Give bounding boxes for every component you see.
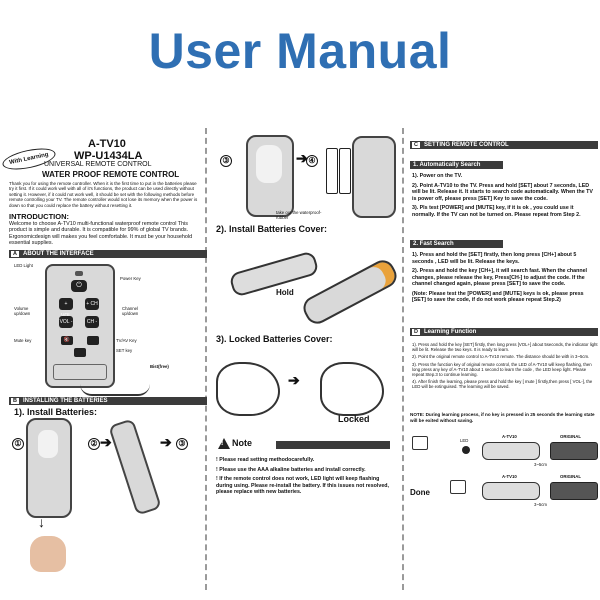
section-b-header <box>9 397 207 405</box>
install-batteries-heading: 1). Install Batteries: <box>14 407 98 417</box>
remote-side-illustration <box>108 418 162 515</box>
note-item-3: ! If the remote control does not work, LED light will keep flashing during using. Please re-install the battery. If this issues not resolved, please replace with new batteries. <box>216 476 389 495</box>
section-a-header <box>9 250 207 258</box>
intro-heading: INTRODUCTION: <box>9 212 69 221</box>
note-item-2: ! Please use the AAA alkaline batteries and install correctly. <box>216 466 366 473</box>
vol-minus-key: VOL - <box>59 316 73 328</box>
locked-strap-illustration <box>320 362 384 416</box>
aaa-battery-icon <box>326 148 338 194</box>
section-b-tag: B <box>11 398 19 404</box>
learning-steps <box>412 342 598 392</box>
fast-step-2: 2). Press and hold the key [CH+], it will search fast. When the channel changes, please release the key, Press[CH-] to adjust the code. If the channel changed again, please press [SET] to save the code. <box>412 268 587 287</box>
learn-step-4: 4). After finish the learning, please press and hold the key [ mute ] firstly,then press [ VOL-], the LED will be extinguised. The learning will be saved. <box>412 379 593 390</box>
product-subtitle: UNIVERSAL REMOTE CONTROL <box>44 161 152 168</box>
arrow-down-icon: ↓ <box>38 514 45 530</box>
led-light <box>75 271 83 276</box>
label-tvav: TV/AV Key <box>116 338 137 343</box>
label-channel: Channel up/down <box>122 306 139 317</box>
remote-illustration <box>45 264 115 388</box>
model-name: A-TV10 <box>88 138 126 150</box>
hand-press-icon-2 <box>450 480 466 494</box>
fast-step-1: 1). Press and hold the [SET] firstly, then long press [CH+] about 5 seconds , LED will be lit. Release the keys. <box>412 252 577 265</box>
note-item-1: ! Please read setting methodocarefully. <box>216 457 315 463</box>
atv10-remote-bottom <box>482 482 540 500</box>
vol-plus-key: + <box>59 298 73 310</box>
distance-label-bottom: 3~5cm <box>534 502 548 507</box>
label-led: LED Light <box>14 263 33 268</box>
fast-step-3: (Note: Please test the [POWER] and [MUTE] keys is ok, please press [SET] to save the code, if do not work please repeat Step.2) <box>412 290 584 303</box>
section-d-title: Learning Function <box>424 329 477 335</box>
ch-minus-key: CH - <box>85 316 99 328</box>
back-window <box>38 430 58 458</box>
fast-search-steps <box>412 252 598 307</box>
warning-mark: ! <box>221 440 224 447</box>
label-mute: Mute key <box>14 338 32 343</box>
auto-search-steps <box>412 173 598 221</box>
step-number-4: ④ <box>306 155 318 167</box>
section-a-title: ABOUT THE INTERFACE <box>23 251 94 257</box>
section-d-header <box>410 328 598 336</box>
learning-badge: With Learning <box>1 145 58 174</box>
step-number-2: ② <box>88 438 100 450</box>
section-a-tag: A <box>11 251 19 257</box>
led-label: LED <box>460 438 469 443</box>
step-number-3-mid: ③ <box>220 155 232 167</box>
battery-well <box>256 145 282 183</box>
section-c-title: SETTING REMOTE CONTROL <box>424 142 509 148</box>
power-key-icon: ⏻ <box>71 280 87 292</box>
learning-note: NOTE: During learning process, if no key is pressed in 25 seconds the learning state will be exited without saving. <box>410 412 595 423</box>
step-number-1: ① <box>12 438 24 450</box>
locked-cover-heading: 3). Locked Batteries Cover: <box>216 334 333 344</box>
mute-key-icon: 🔇 <box>61 336 73 345</box>
learning-diagram <box>410 430 600 530</box>
hold-label: Hold <box>276 288 294 297</box>
ch-plus-key: + CH <box>85 298 99 310</box>
page-title: User Manual <box>148 23 452 79</box>
atv10-remote-top <box>482 442 540 460</box>
thanks-text: Thank you for using the remote controller. When it is the first time to put in the batteries please try it first. If it could work well with all of it's functions, the product can be used directly without setting it. However, if it could not work well, it should be set with the following methods before remote controlling your TV. The remote controller would not lose its memory when the power is down so that you could replace the battery without resetting it. <box>9 181 198 208</box>
aaa-battery-icon-2 <box>339 148 351 194</box>
auto-step-3: 3). Pls test [POWER] and [MUTE] key, if it is ok , you could use it normally. If the TV can not be turned on. Please repeat from Step 2. <box>412 205 581 218</box>
label-set: SET key <box>116 348 133 353</box>
learn-step-3: 3). Press the function key of original remote control, the LED of A-TV10 will keep flashing, then long press any key of A-TV10 about 1 second to learn the code , the LED keep light. Please repeat Step.3 to continue learning. <box>412 361 592 378</box>
auto-step-2: 2). Point A-TV10 to the TV. Press and hold [SET] about 7 seconds, LED will be lit. Release it. It starts to search code automatically. When the TV is power off, please press [SET] Key to save the code. <box>412 182 593 202</box>
arrow-right-icon-4: ➔ <box>288 372 300 388</box>
lock-strap-illustration <box>216 362 280 416</box>
remote-label-bottom: A-TV10 <box>502 474 517 479</box>
arrow-right-icon-3: ➔ <box>296 150 308 166</box>
fast-search-header: 2. Fast Search <box>410 240 503 248</box>
column-divider-1 <box>205 128 207 590</box>
tvav-key-icon <box>87 336 99 345</box>
model-number: WP-U1434LA <box>74 150 143 162</box>
intro-text: Welcome to choose A-TV10 multi-functional waterproof remote control This product is simple and durable. It is compatible for 99% of global TV brands. Ergonomicdesign will makes you feel comfortable. It must be your household essential supplies. <box>9 221 193 246</box>
original-label-bottom: ORIGINAL <box>560 474 582 479</box>
remote-label-top: A-TV10 <box>502 434 517 439</box>
note-label-box <box>216 438 276 451</box>
take-out-rubber-label: take out the waterproof- rubber <box>276 210 322 221</box>
section-d-tag: D <box>412 329 420 335</box>
install-cover-heading: 2). Install Batteries Cover: <box>216 224 328 234</box>
locked-label: Locked <box>338 414 370 424</box>
arrow-right-icon: ➔ <box>100 434 112 450</box>
section-b-title: INSTALLING THE BATTERIES <box>23 398 108 404</box>
original-remote-top <box>550 442 598 460</box>
set-key-icon <box>74 348 86 357</box>
battery-remote-illustration <box>246 135 294 217</box>
distance-label-top: 3~5cm <box>534 462 548 467</box>
led-burst-icon <box>462 446 470 454</box>
step-number-3: ③ <box>176 438 188 450</box>
original-label-top: ORIGINAL <box>560 434 582 439</box>
arrow-right-icon-2: ➔ <box>160 434 172 450</box>
auto-step-1: 1). Power on the TV. <box>412 173 463 179</box>
warning-icon <box>218 438 230 449</box>
note-list <box>216 457 396 499</box>
section-c-tag: C <box>412 142 420 148</box>
label-bist: Bist(free) <box>150 364 169 369</box>
product-heading: WATER PROOF REMOTE CONTROL <box>42 170 180 179</box>
learn-step-1: 1). Press and hold the key [SET] firstly, then long press [VOL+] about 5seconds, the indicator light will be lit. Release the two keys. It is ready to learn. <box>412 342 598 353</box>
label-volume: Volume up/down <box>14 306 31 317</box>
original-remote-bottom <box>550 482 598 500</box>
remote-back-illustration <box>26 418 72 518</box>
column-divider-2 <box>402 128 404 590</box>
hand-press-icon <box>412 436 428 450</box>
done-label: Done <box>410 488 430 497</box>
note-title: Note <box>232 438 252 448</box>
cover-remote-illustration <box>228 250 319 297</box>
battery-compartment <box>53 364 107 380</box>
learn-step-2: 2). Point the original remote control to A-TV10 remote. The distance should be with in 3~5cm. <box>412 354 590 360</box>
auto-search-header: 1. Automatically Search <box>410 161 503 169</box>
lanyard-strap <box>80 384 150 396</box>
label-power: Power Key <box>120 276 141 281</box>
remote-with-batteries <box>352 136 396 218</box>
hand-illustration <box>30 536 66 572</box>
section-c-header <box>410 141 598 149</box>
